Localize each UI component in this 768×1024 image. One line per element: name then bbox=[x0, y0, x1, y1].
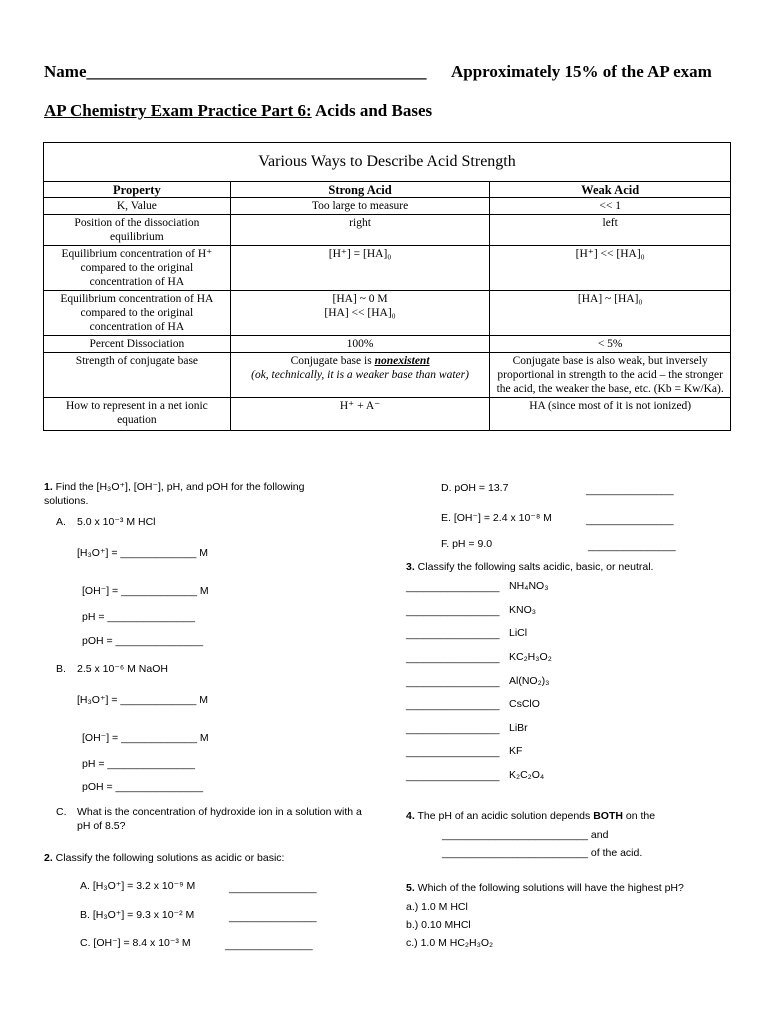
q1a-oh-blank[interactable]: [OH⁻] = _____________ M bbox=[82, 585, 209, 597]
col-header-property: Property bbox=[44, 182, 231, 198]
q5-option-a[interactable]: a.) 1.0 M HCl bbox=[406, 901, 468, 913]
q2-text: Classify the following solutions as acidic or basic: bbox=[52, 852, 285, 864]
page-title-main: AP Chemistry Exam Practice Part 6: bbox=[44, 101, 312, 120]
cell-weak: [H⁺] << [HA]₀ bbox=[490, 246, 731, 291]
q3-blank-8[interactable]: ________________ bbox=[406, 746, 500, 758]
q5-text: Which of the following solutions will have the highest pH? bbox=[414, 882, 684, 894]
q1f-blank[interactable]: _______________ bbox=[588, 540, 676, 552]
q3-salt-7: LiBr bbox=[509, 722, 528, 734]
cell-property: Percent Dissociation bbox=[44, 336, 231, 353]
cell-property: Strength of conjugate base bbox=[44, 353, 231, 398]
col-header-strong-acid: Strong Acid bbox=[230, 182, 490, 198]
q1-number: 1. bbox=[44, 481, 53, 493]
table-row bbox=[44, 353, 731, 398]
col-header-weak-acid: Weak Acid bbox=[490, 182, 731, 198]
q2c-blank[interactable]: _______________ bbox=[225, 939, 313, 951]
q1b-solution: 2.5 x 10⁻⁶ M NaOH bbox=[77, 663, 168, 675]
q3-salt-1: NH₄NO₃ bbox=[509, 580, 549, 592]
exam-weight-note: Approximately 15% of the AP exam bbox=[451, 62, 712, 81]
q1a-ph-blank[interactable]: pH = _______________ bbox=[82, 611, 195, 623]
q2c-item: C. [OH⁻] = 8.4 x 10⁻³ M bbox=[80, 937, 191, 949]
q5-number: 5. bbox=[406, 882, 415, 894]
q4-number: 4. bbox=[406, 810, 415, 822]
q4-text-post: on the bbox=[622, 810, 656, 822]
q3-salt-9: K₂C₂O₄ bbox=[509, 769, 545, 781]
q4-blank-2[interactable]: _________________________ of the acid. bbox=[442, 847, 643, 859]
q3-salt-3: LiCl bbox=[509, 627, 528, 639]
q3-prompt bbox=[406, 560, 653, 574]
table-row bbox=[44, 336, 731, 353]
q2b-blank[interactable]: _______________ bbox=[229, 911, 317, 923]
q1b-label: B. bbox=[56, 663, 66, 675]
cell-weak: left bbox=[490, 215, 731, 246]
cell-strong-line1: [HA] ~ 0 M bbox=[332, 293, 388, 305]
cell-weak: < 5% bbox=[490, 336, 731, 353]
cell-property: Equilibrium concentration of HA compared to the original concentration of HA bbox=[44, 291, 231, 336]
q3-salt-2: KNO₃ bbox=[509, 604, 537, 616]
name-field-label: Name________________________________________ bbox=[44, 62, 427, 81]
cell-strong: 100% bbox=[230, 336, 490, 353]
q1b-oh-blank[interactable]: [OH⁻] = _____________ M bbox=[82, 732, 209, 744]
table-row bbox=[44, 398, 731, 431]
q1a-h3o-blank[interactable]: [H₃O⁺] = _____________ M bbox=[77, 547, 208, 559]
table-row bbox=[44, 198, 731, 215]
cell-strong: [H⁺] = [HA]₀ bbox=[230, 246, 490, 291]
q3-blank-9[interactable]: ________________ bbox=[406, 770, 500, 782]
cell-strong-pre: Conjugate base is bbox=[290, 355, 375, 367]
q1a-poh-blank[interactable]: pOH = _______________ bbox=[82, 635, 204, 647]
q1e-blank[interactable]: _______________ bbox=[586, 514, 674, 526]
q2-number: 2. bbox=[44, 852, 53, 864]
q3-blank-1[interactable]: ________________ bbox=[406, 581, 500, 593]
q1b-ph-blank[interactable]: pH = _______________ bbox=[82, 758, 195, 770]
table-row bbox=[44, 215, 731, 246]
table-row bbox=[44, 291, 731, 336]
page-title bbox=[44, 101, 432, 121]
cell-strong bbox=[230, 291, 490, 336]
cell-strong-line2: (ok, technically, it is a weaker base than water) bbox=[251, 369, 469, 381]
cell-weak: [HA] ~ [HA]₀ bbox=[490, 291, 731, 336]
q1-text: Find the [H₃O⁺], [OH⁻], pH, and pOH for the following solutions. bbox=[44, 481, 305, 507]
q1c-text: What is the concentration of hydroxide ion in a solution with a pH of 8.5? bbox=[77, 806, 362, 832]
q3-number: 3. bbox=[406, 561, 415, 573]
cell-strong: H⁺ + A⁻ bbox=[230, 398, 490, 431]
q2a-blank[interactable]: _______________ bbox=[229, 882, 317, 894]
q2-prompt bbox=[44, 851, 284, 865]
q1b-h3o-blank[interactable]: [H₃O⁺] = _____________ M bbox=[77, 694, 208, 706]
q2b-item: B. [H₃O⁺] = 9.3 x 10⁻² M bbox=[80, 909, 195, 921]
q3-blank-4[interactable]: ________________ bbox=[406, 652, 500, 664]
cell-strong-line2: [HA] << [HA]₀ bbox=[324, 307, 396, 319]
q1-prompt bbox=[44, 480, 344, 508]
q3-blank-3[interactable]: ________________ bbox=[406, 628, 500, 640]
cell-weak: Conjugate base is also weak, but inversely proportional in strength to the acid – the stronger the acid, the weaker the base, etc. (Kb = Kw/Ka). bbox=[490, 353, 731, 398]
q1a-solution: 5.0 x 10⁻³ M HCl bbox=[77, 516, 156, 528]
cell-property: Equilibrium concentration of H⁺ compared to the original concentration of HA bbox=[44, 246, 231, 291]
q1b-poh-blank[interactable]: pOH = _______________ bbox=[82, 781, 204, 793]
q3-text: Classify the following salts acidic, basic, or neutral. bbox=[414, 561, 654, 573]
cell-property: How to represent in a net ionic equation bbox=[44, 398, 231, 431]
cell-strong: right bbox=[230, 215, 490, 246]
q1d-item: D. pOH = 13.7 bbox=[441, 482, 509, 494]
q4-prompt bbox=[406, 809, 655, 823]
q3-salt-5: Al(NO₂)₃ bbox=[509, 675, 550, 687]
q1d-blank[interactable]: _______________ bbox=[586, 484, 674, 496]
q5-option-b[interactable]: b.) 0.10 MHCl bbox=[406, 919, 471, 931]
q3-blank-5[interactable]: ________________ bbox=[406, 676, 500, 688]
q3-blank-2[interactable]: ________________ bbox=[406, 605, 500, 617]
q4-text-pre: The pH of an acidic solution depends bbox=[414, 810, 594, 822]
q1e-item: E. [OH⁻] = 2.4 x 10⁻⁸ M bbox=[441, 512, 552, 524]
q5-option-c[interactable]: c.) 1.0 M HC₂H₃O₂ bbox=[406, 937, 494, 949]
q5-prompt bbox=[406, 881, 684, 895]
q3-blank-7[interactable]: ________________ bbox=[406, 723, 500, 735]
cell-strong: Too large to measure bbox=[230, 198, 490, 215]
cell-property: Position of the dissociation equilibrium bbox=[44, 215, 231, 246]
cell-strong bbox=[230, 353, 490, 398]
cell-weak: << 1 bbox=[490, 198, 731, 215]
table-row bbox=[44, 246, 731, 291]
acid-strength-table bbox=[43, 142, 731, 431]
q3-salt-6: CsClO bbox=[509, 698, 540, 710]
q4-text-bold: BOTH bbox=[593, 810, 623, 822]
q3-salt-4: KC₂H₃O₂ bbox=[509, 651, 552, 663]
cell-weak: HA (since most of it is not ionized) bbox=[490, 398, 731, 431]
q4-blank-1[interactable]: _________________________ and bbox=[442, 829, 609, 841]
q1c-label: C. bbox=[56, 806, 67, 818]
q3-blank-6[interactable]: ________________ bbox=[406, 699, 500, 711]
page-title-topic: Acids and Bases bbox=[311, 101, 433, 120]
q1a-label: A. bbox=[56, 516, 66, 528]
q1f-item: F. pH = 9.0 bbox=[441, 538, 493, 550]
table-title: Various Ways to Describe Acid Strength bbox=[44, 143, 731, 182]
cell-strong-emphasis: nonexistent bbox=[374, 355, 430, 367]
q3-salt-8: KF bbox=[509, 745, 523, 757]
q2a-item: A. [H₃O⁺] = 3.2 x 10⁻⁹ M bbox=[80, 880, 196, 892]
cell-property: K, Value bbox=[44, 198, 231, 215]
